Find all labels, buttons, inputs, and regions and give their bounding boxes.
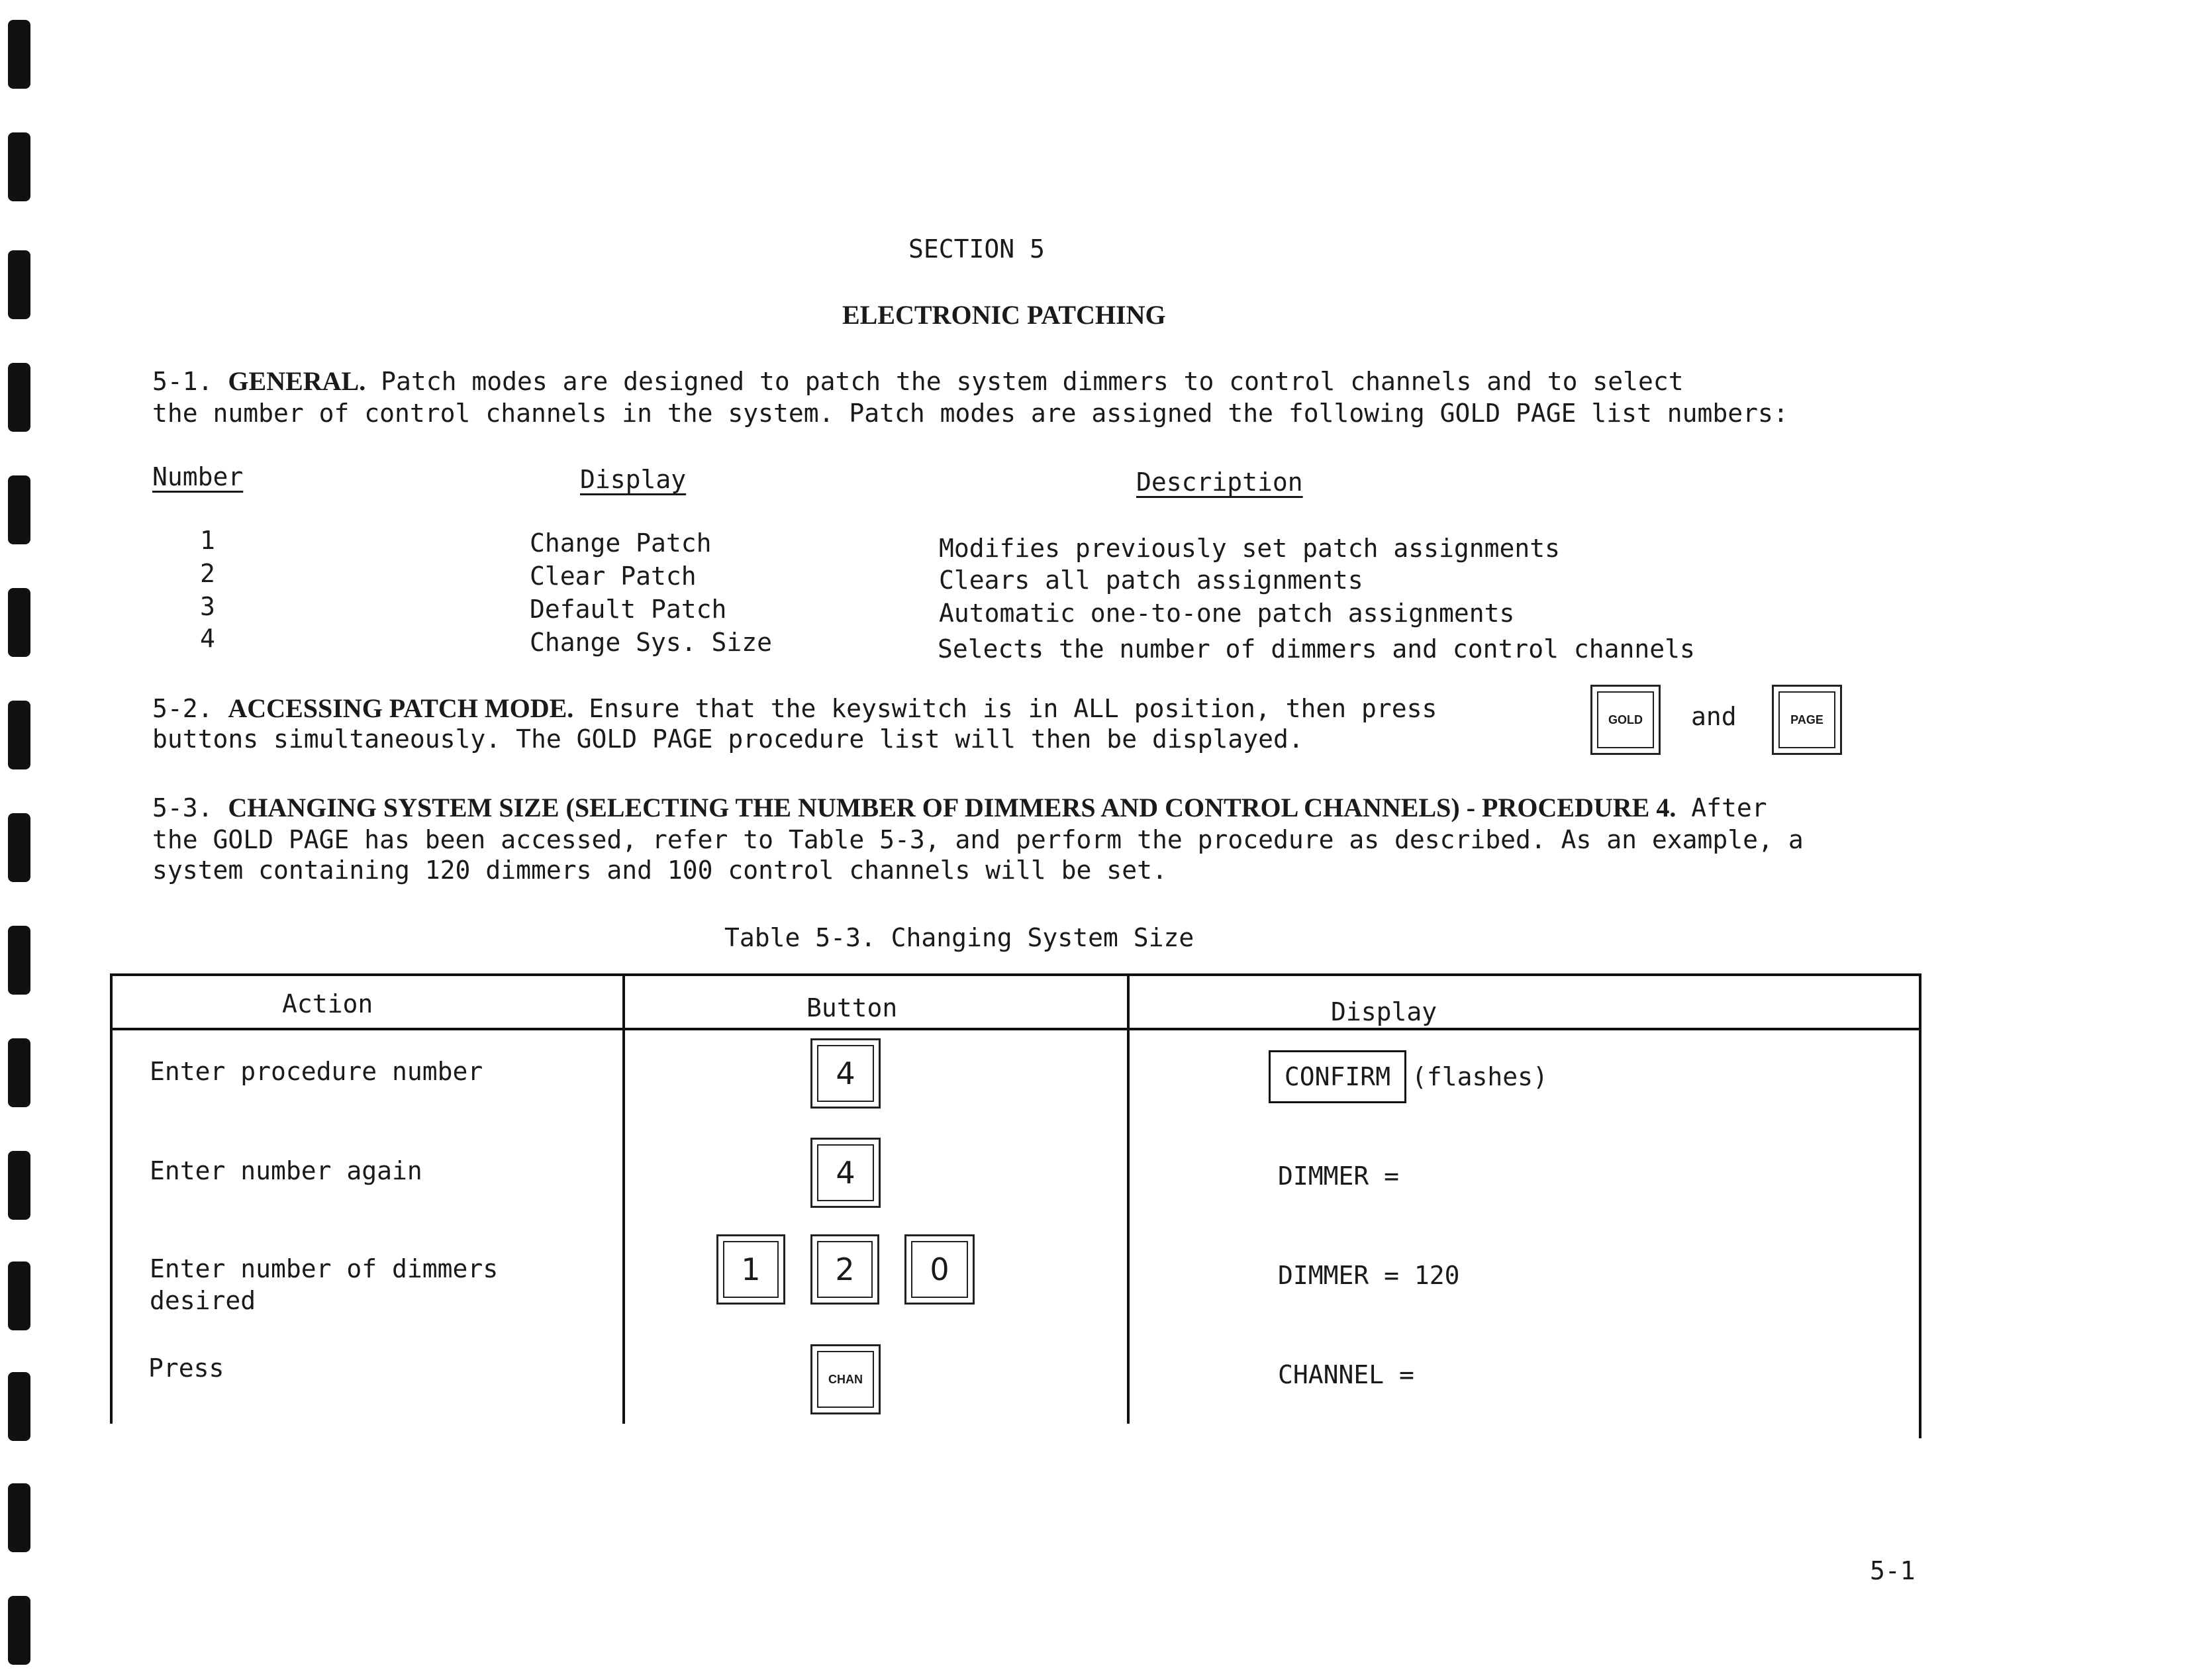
binder-hole [8,132,30,201]
mode-description: Selects the number of dimmers and control channels [938,634,1695,664]
binder-hole [8,20,30,89]
table-left-border [110,973,113,1424]
action-cell: Press [148,1354,224,1383]
section-label: SECTION 5 [908,234,1045,264]
paragraph-number: 5-3. [152,793,213,822]
paragraph-heading: CHANGING SYSTEM SIZE (SELECTING THE NUMBER OF DIMMERS AND CONTROL CHANNELS) - PROCEDURE 4. [228,793,1677,822]
binder-hole [8,250,30,319]
table-column-divider [622,973,625,1424]
display-cell: DIMMER = 120 [1278,1261,1460,1290]
binder-hole [8,813,30,882]
display-cell: (flashes) [1412,1062,1548,1091]
table-column-divider [1127,973,1130,1424]
mode-display: Clear Patch [530,562,697,591]
chan-key-icon: CHAN [810,1344,881,1414]
section-title: ELECTRONIC PATCHING [842,300,1166,330]
paragraph-text: Ensure that the keyswitch is in ALL position, then press [589,694,1437,723]
binder-hole [8,1151,30,1220]
key-1-icon: 1 [716,1234,785,1305]
action-cell: desired [150,1286,256,1315]
display-cell: CHANNEL = [1278,1360,1414,1389]
paragraph-5-1 [152,366,1684,397]
confirm-display-box: CONFIRM [1269,1050,1406,1103]
col-header-display: Display [1331,997,1437,1026]
action-cell: Enter number of dimmers [150,1254,499,1283]
binder-hole [8,1372,30,1441]
paragraph-text: After [1691,793,1767,822]
binder-hole [8,588,30,657]
header-number: Number [152,462,244,491]
paragraph-text-line: the GOLD PAGE has been accessed, refer to Table 5-3, and perform the procedure as described. As an example, a [152,825,1804,854]
key-4-icon: 4 [810,1038,881,1109]
binder-hole [8,363,30,432]
mode-display: Change Patch [530,528,712,558]
mode-number: 2 [200,559,215,588]
paragraph-number: 5-1. [152,367,213,396]
mode-description: Clears all patch assignments [939,566,1363,595]
paragraph-heading: ACCESSING PATCH MODE. [228,693,574,723]
mode-description: Automatic one-to-one patch assignments [939,599,1515,628]
mode-description: Modifies previously set patch assignments [939,534,1560,563]
paragraph-5-3 [152,792,1767,823]
mode-display: Change Sys. Size [530,628,773,657]
and-text: and [1691,702,1737,731]
binder-hole [8,701,30,769]
header-display: Display [580,465,687,494]
header-description: Description [1136,468,1303,497]
binder-hole [8,1261,30,1330]
key-0-icon: 0 [904,1234,975,1305]
binder-hole [8,1038,30,1107]
display-cell: DIMMER = [1278,1161,1400,1191]
table-right-border [1919,973,1921,1438]
action-cell: Enter procedure number [150,1057,483,1086]
table-header-border [110,1028,1921,1030]
table-caption: Table 5-3. Changing System Size [724,923,1194,952]
paragraph-text-line: system containing 120 dimmers and 100 control channels will be set. [152,856,1167,885]
paragraph-text-line: buttons simultaneously. The GOLD PAGE procedure list will then be displayed. [152,724,1304,754]
paragraph-5-2 [152,693,1437,724]
action-cell: Enter number again [150,1156,422,1185]
mode-display: Default Patch [530,595,727,624]
mode-number: 1 [200,526,215,555]
mode-number: 3 [200,592,215,621]
col-header-action: Action [282,989,373,1018]
table-top-border [110,973,1921,976]
paragraph-text: Patch modes are designed to patch the system dimmers to control channels and to select [381,367,1684,396]
col-header-button: Button [806,993,898,1022]
paragraph-heading: GENERAL. [228,366,366,396]
binder-hole [8,1483,30,1552]
page-number: 5-1 [1870,1556,1916,1585]
mode-number: 4 [200,624,215,653]
key-2-icon: 2 [810,1234,879,1305]
page-key-icon: PAGE [1772,685,1842,755]
paragraph-number: 5-2. [152,694,213,723]
binder-hole [8,926,30,995]
binder-hole [8,475,30,544]
binder-hole [8,1596,30,1665]
gold-key-icon: GOLD [1590,685,1661,755]
paragraph-text-line: the number of control channels in the system. Patch modes are assigned the following GOLD PAGE list numbers: [152,399,1788,428]
key-4-icon: 4 [810,1138,881,1208]
